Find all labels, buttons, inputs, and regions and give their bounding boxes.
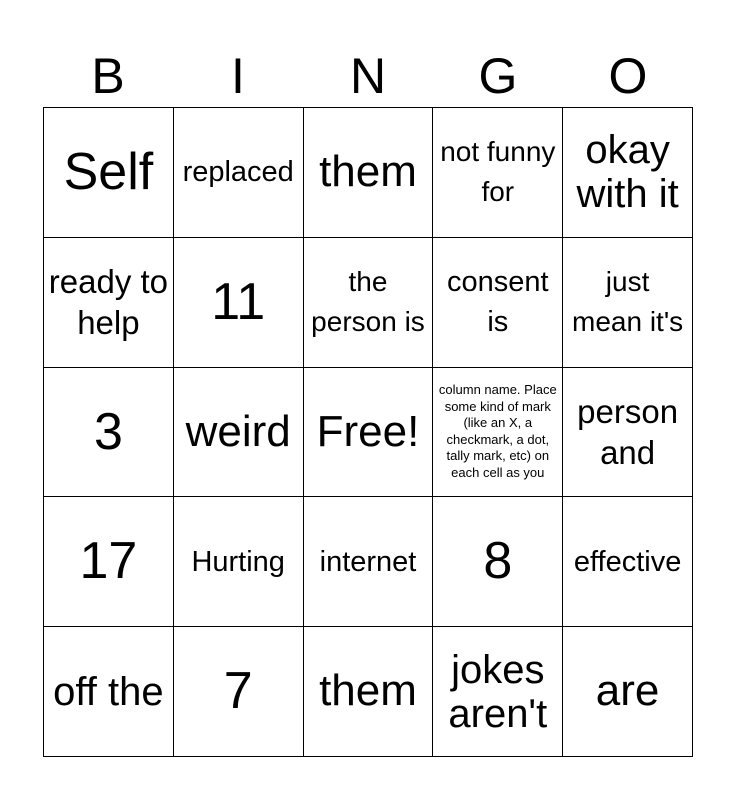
cell-text: weird: [185, 406, 291, 456]
cell-text: them: [319, 666, 417, 716]
bingo-cell-r4-c5[interactable]: [563, 497, 693, 627]
bingo-cell-r5-c5[interactable]: [563, 627, 693, 757]
header-letter-n: N: [349, 48, 387, 104]
bingo-cell-r3-c4[interactable]: [433, 368, 563, 498]
bingo-cell-r1-c1[interactable]: [44, 108, 174, 238]
bingo-cell-r1-c3[interactable]: [304, 108, 434, 238]
bingo-cell-r4-c3[interactable]: [304, 497, 434, 627]
cell-text: internet: [319, 545, 417, 578]
cell-text: 3: [93, 402, 123, 461]
bingo-cell-r3-c3[interactable]: [304, 368, 434, 498]
bingo-cell-r2-c2[interactable]: [174, 238, 304, 368]
cell-text: not funny for: [440, 135, 556, 208]
bingo-cell-r4-c2[interactable]: [174, 497, 304, 627]
cell-text: okay with it: [576, 128, 679, 217]
cell-text: jokes aren't: [448, 647, 548, 736]
bingo-cell-r3-c2[interactable]: [174, 368, 304, 498]
bingo-cell-r2-c3[interactable]: [304, 238, 434, 368]
cell-text: Self: [63, 143, 154, 202]
cell-text: just mean it's: [572, 265, 684, 338]
cell-text: 11: [211, 272, 266, 331]
cell-text: off the: [53, 669, 164, 714]
bingo-cell-r3-c5[interactable]: [563, 368, 693, 498]
bingo-cell-r2-c1[interactable]: [44, 238, 174, 368]
cell-text: 7: [223, 662, 253, 721]
bingo-cell-r5-c4[interactable]: [433, 627, 563, 757]
cell-text: are: [595, 666, 660, 716]
bingo-header: [43, 44, 693, 108]
bingo-cell-r2-c4[interactable]: [433, 238, 563, 368]
bingo-cell-r5-c2[interactable]: [174, 627, 304, 757]
bingo-cell-r5-c1[interactable]: [44, 627, 174, 757]
bingo-cell-r4-c1[interactable]: [44, 497, 174, 627]
cell-text: 17: [79, 532, 138, 591]
bingo-cell-r5-c3[interactable]: [304, 627, 434, 757]
cell-text: ready to help: [48, 262, 169, 342]
bingo-board: [43, 107, 693, 757]
bingo-cell-r4-c4[interactable]: [433, 497, 563, 627]
cell-text: person and: [577, 392, 679, 471]
bingo-cell-r1-c2[interactable]: [174, 108, 304, 238]
cell-text: Hurting: [191, 545, 285, 578]
header-letter-o: O: [608, 48, 648, 104]
cell-text: the person is: [311, 265, 425, 338]
cell-text: column name. Place some kind of mark (like an X, a checkmark, a dot, tally mark, etc) on each cell as you: [438, 382, 557, 480]
cell-text: effective: [573, 545, 682, 578]
header-letter-g: G: [478, 48, 518, 104]
bingo-cell-r1-c5[interactable]: [563, 108, 693, 238]
cell-text: replaced: [182, 156, 294, 189]
bingo-cell-r3-c1[interactable]: [44, 368, 174, 498]
header-letter-b: B: [91, 48, 125, 104]
bingo-cell-r2-c5[interactable]: [563, 238, 693, 368]
bingo-cell-r1-c4[interactable]: [433, 108, 563, 238]
cell-text: Free!: [316, 406, 420, 456]
header-letter-i: I: [231, 48, 245, 104]
cell-text: consent is: [447, 266, 549, 339]
cell-text: them: [319, 147, 417, 197]
cell-text: 8: [483, 532, 513, 591]
